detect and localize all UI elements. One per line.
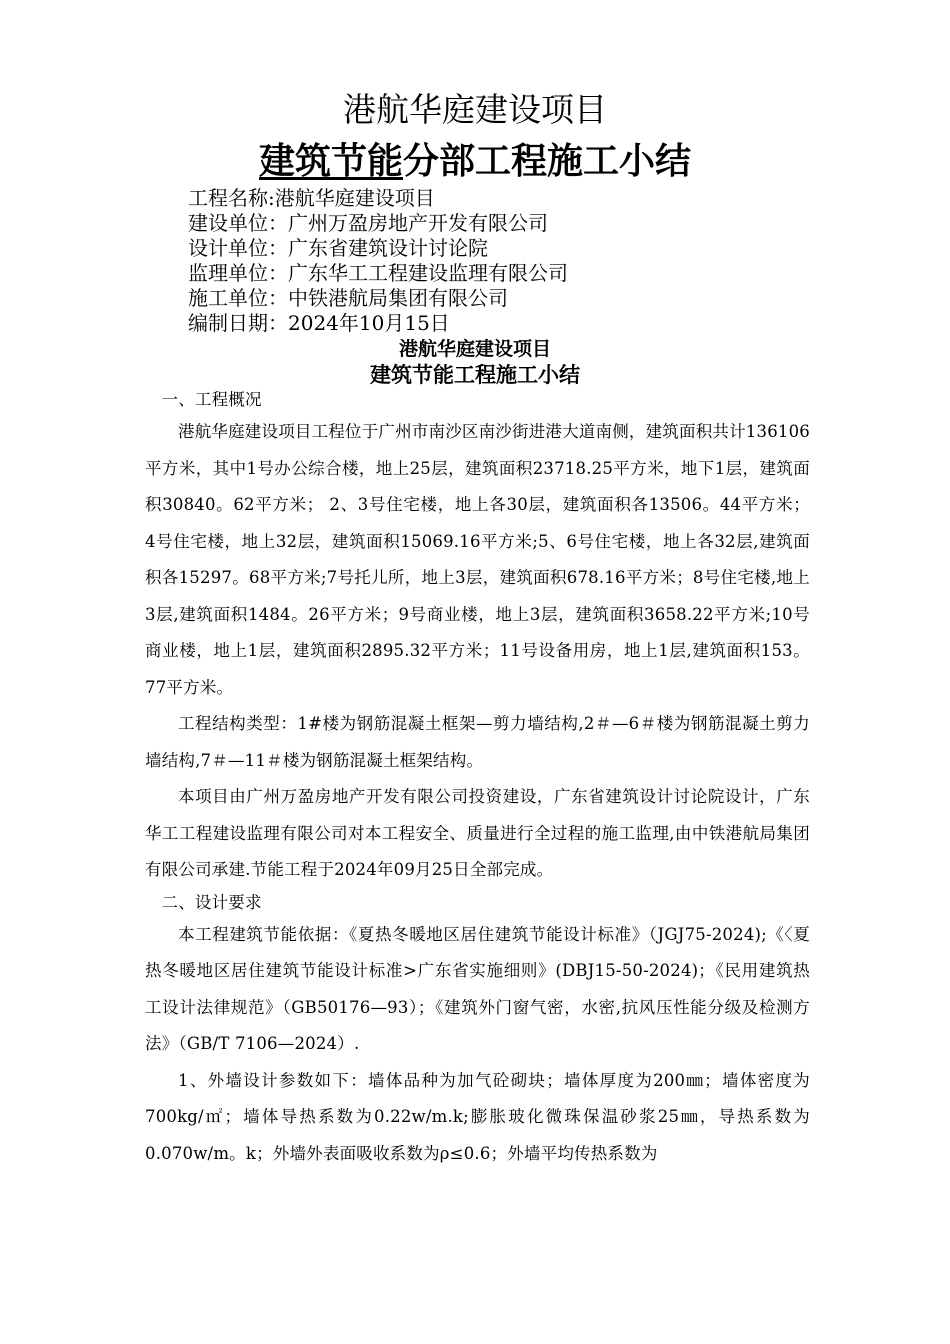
info-date: 编制日期：2024年10月15日 xyxy=(188,311,450,335)
section-heading-overview: 一、工程概况 xyxy=(161,390,262,409)
main-title-rest: 分部工程施工小结 xyxy=(403,141,692,182)
main-title xyxy=(0,138,950,186)
project-title: 港航华庭建设项目 xyxy=(343,90,607,129)
design-paragraph-1: 本工程建筑节能依据：《夏热冬暖地区居住建筑节能设计标准》（JGJ75-2024);《〈夏热冬暖地区居住建筑节能设计标准>广东省实施细则》(DBJ15-50-2024)；《民用建筑热工设计法律规范》（GB50176—93）；《建筑外门窗气密，水密,抗风压性能分级及检测方法》（GB/T 7106—2024）. xyxy=(145,924,810,1053)
overview-paragraph-3: 本项目由广州万盈房地产开发有限公司投资建设，广东省建筑设计讨论院设计，广东华工工程建设监理有限公司对本工程安全、质量进行全过程的施工监理,由中铁港航局集团有限公司承建.节能工程于2024年09月25日全部完成。 xyxy=(145,787,810,879)
design-paragraph-2: 1、外墙设计参数如下：墙体品种为加气砼砌块；墙体厚度为200㎜；墙体密度为700kg/㎡；墙体导热系数为0.22w/m.k;膨胀玻化微珠保温砂浆25㎜，导热系数为0.070w/m。k；外墙外表面吸收系数为ρ≤0.6；外墙平均传热系数为 xyxy=(145,1070,810,1163)
info-contractor: 施工单位：中铁港航局集团有限公司 xyxy=(188,286,508,310)
overview-paragraph-1: 港航华庭建设项目工程位于广州市南沙区南沙街进港大道南侧，建筑面积共计136106平方米，其中1号办公综合楼，地上25层，建筑面积23718.25平方米，地下1层，建筑面积30840。62平方米； 2、3号住宅楼，地上各30层，建筑面积各13506。44平方米； 4号住宅楼，地上32层，建筑面积15069.16平方米;5、6号住宅楼，地上各32层,建筑面积各15297。68平方米;7号托儿所，地上3层，建筑面积678.16平方米；8号住宅楼,地上3层,建筑面积1484。26平方米；9号商业楼，地上3层，建筑面积3658.22平方米;10号商业楼，地上1层，建筑面积2895.32平方米；11号设备用房，地上1层,建筑面积153。77平方米。 xyxy=(145,422,810,697)
document-body xyxy=(145,386,810,1172)
subheader-title: 建筑节能工程施工小结 xyxy=(370,363,580,387)
subheader-project: 港航华庭建设项目 xyxy=(398,338,551,360)
overview-paragraph-2: 工程结构类型：1#楼为钢筋混凝土框架—剪力墙结构,2＃—6＃楼为钢筋混凝土剪力墙结构,7＃—11＃楼为钢筋混凝土框架结构。 xyxy=(145,714,810,770)
section-heading-design: 二、设计要求 xyxy=(161,892,262,912)
info-owner: 建设单位：广州万盈房地产开发有限公司 xyxy=(188,211,548,235)
info-designer: 设计单位：广东省建筑设计讨论院 xyxy=(188,236,488,260)
main-title-underlined: 建筑节能 xyxy=(258,141,403,182)
info-supervisor: 监理单位：广东华工工程建设监理有限公司 xyxy=(188,261,568,285)
info-project-name: 工程名称:港航华庭建设项目 xyxy=(188,186,435,210)
project-info-block xyxy=(188,186,828,336)
